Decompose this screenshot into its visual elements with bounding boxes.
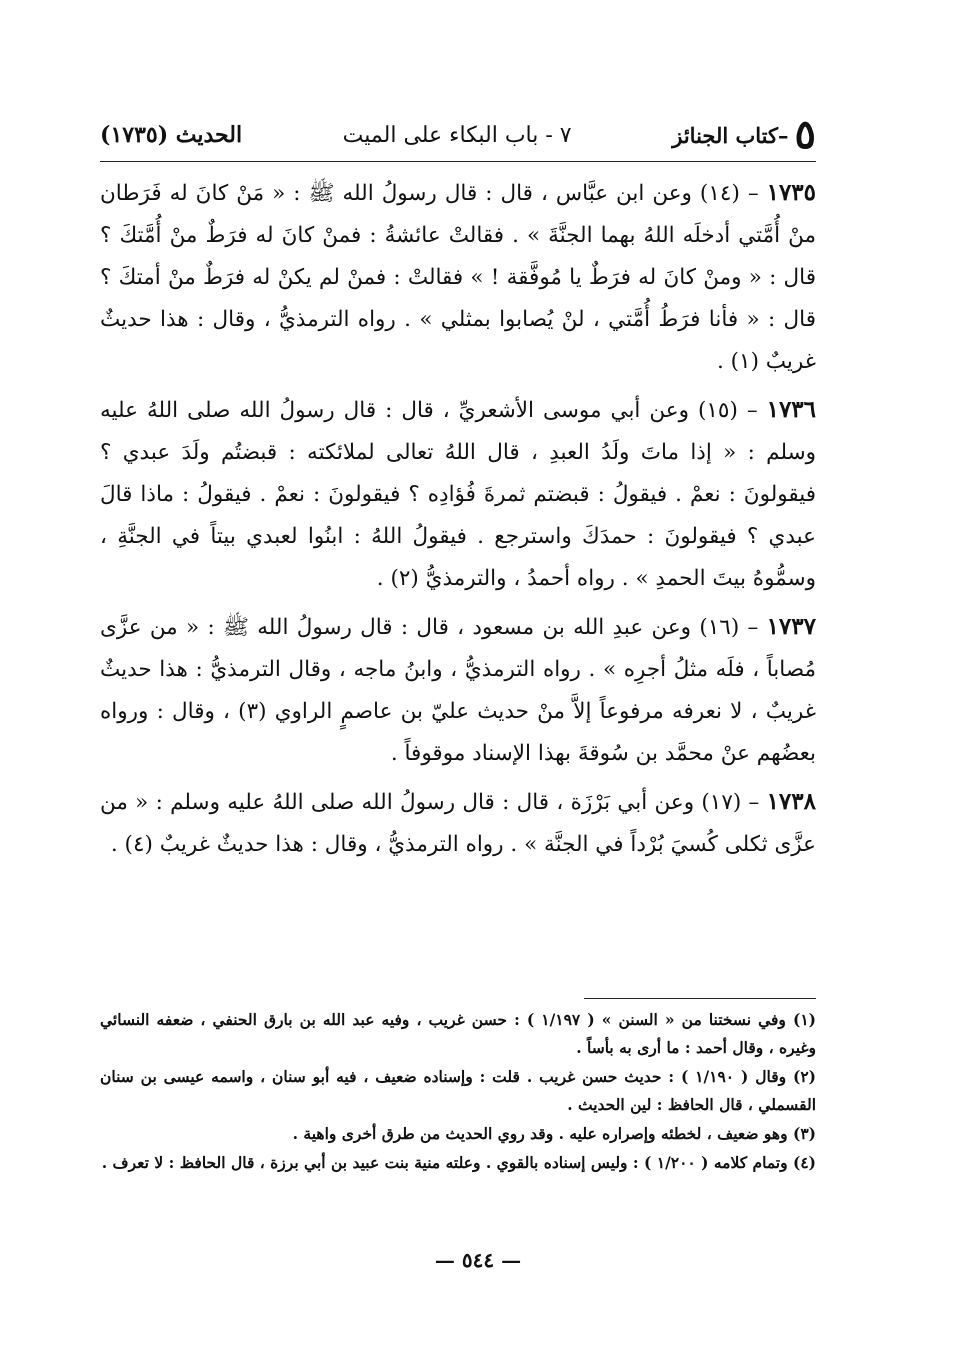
hadith-paragraph <box>100 172 816 383</box>
hadith-number: ١٧٣٥ <box>766 179 817 206</box>
hadith-number: ١٧٣٨ <box>766 788 816 815</box>
footnotes <box>100 1006 816 1178</box>
chapter-heading <box>672 111 816 158</box>
page-header <box>100 112 816 158</box>
chapter-number: ٥ <box>794 111 816 158</box>
header-divider <box>100 161 816 162</box>
hadith-text: – (١٤) وعن ابن عبَّاس ، قال : قال رسولُ الله ﷺ : « مَنْ كانَ له فَرَطان منْ أُمَّتي أدخلَه اللهُ بهما الجنَّةَ » . فقالتْ عائشةُ : فمنْ كانَ له فرَطٌ منْ أُمَّتكَ ؟ قال : « ومنْ كانَ له فرَطٌ يا مُوفَّقة ! » فقالتْ : فمنْ لم يكنْ له فرَطٌ منْ أمتكَ ؟ قال : « فأنا فرَطُ أُمَّتي ، لنْ يُصابوا بمثلي » . رواه الترمذيُّ ، وقال : هذا حديثٌ غريبٌ (١) . <box>100 181 816 374</box>
footnote: (١) وفي نسختنا من « السنن » ( ١/١٩٧ ) : حسن غريب ، وفيه عبد الله بن بارق الحنفي ، ضعفه النسائي وغيره ، وقال أحمد : ما أرى به بأساً . <box>100 1010 816 1057</box>
hadith-paragraph <box>100 389 816 600</box>
page-number: — ٥٤٤ — <box>434 1248 522 1272</box>
footnote: (٣) وهو ضعيف ، لخطئه وإصراره عليه . وقد روي الحديث من طرق أخرى واهية . <box>292 1124 816 1143</box>
running-hadith-ref: الحديث (١٧٣٥) <box>100 122 243 148</box>
section-title: ٧ - باب البكاء على الميت <box>342 122 572 148</box>
hadith-number: ١٧٣٦ <box>766 396 817 423</box>
hadith-text: – (١٦) وعن عبدِ الله بن مسعود ، قال : قال رسولُ الله ﷺ : « من عزَّى مُصاباً ، فلَه مثلُ أجرِه » . رواه الترمذيُّ ، وابنُ ماجه ، وقال الترمذيُّ : هذا حديثٌ غريبٌ ، لا نعرفه مرفوعاً إلاَّ منْ حديث عليّ بن عاصمٍ الراوي (٣) ، وقال : ورواه بعضُهم عنْ محمَّد بن سُوقةَ بهذا الإسناد موقوفاً . <box>100 615 817 766</box>
footnote: (٤) وتمام كلامه ( ١/٢٠٠ ) : وليس إسناده بالقوي . وعلته منية بنت عبيد بن أبي برزة ، قال الحافظ : لا تعرف . <box>101 1153 816 1172</box>
chapter-title: –كتاب الجنائز <box>672 122 789 148</box>
hadith-paragraph <box>100 606 816 775</box>
hadith-text: – (١٥) وعن أبي موسى الأشعريِّ ، قال : قال رسولُ الله صلى اللهُ عليه وسلم : « إذا ماتَ ولَدُ العبدِ ، قال اللهُ تعالى لملائكته : قبضتُم ولَدَ عبدي ؟ فيقولونَ : نعمْ . فيقولُ : قبضتم ثمرةَ فُؤادِه ؟ فيقولونَ : نعمْ . فيقولُ : ماذا قالَ عبدي ؟ فيقولونَ : حمدَكَ واسترجع . فيقولُ اللهُ : ابنُوا لعبدي بيتاً في الجنَّةِ ، وسمُّوهُ بيتَ الحمدِ » . رواه أحمدُ ، والترمذيُّ (٢) . <box>100 398 816 591</box>
hadith-number: ١٧٣٧ <box>766 613 816 640</box>
footnote: (٢) وقال ( ١/١٩٠ ) : حديث حسن غريب . قلت : وإسناده ضعيف ، فيه أبو سنان ، واسمه عيسى بن سنان القسملي ، قال الحافظ : لين الحديث . <box>100 1067 816 1114</box>
footnote-divider <box>584 998 816 999</box>
main-text <box>100 172 816 872</box>
hadith-text: – (١٧) وعن أبي بَرْزَة ، قال : قال رسولُ الله صلى اللهُ عليه وسلم : « من عزَّى ثكلى كُسيَ بُرْداً في الجنَّة » . رواه الترمذيُّ ، وقال : هذا حديثٌ غريبٌ (٤) . <box>100 790 816 857</box>
hadith-paragraph <box>100 781 816 866</box>
